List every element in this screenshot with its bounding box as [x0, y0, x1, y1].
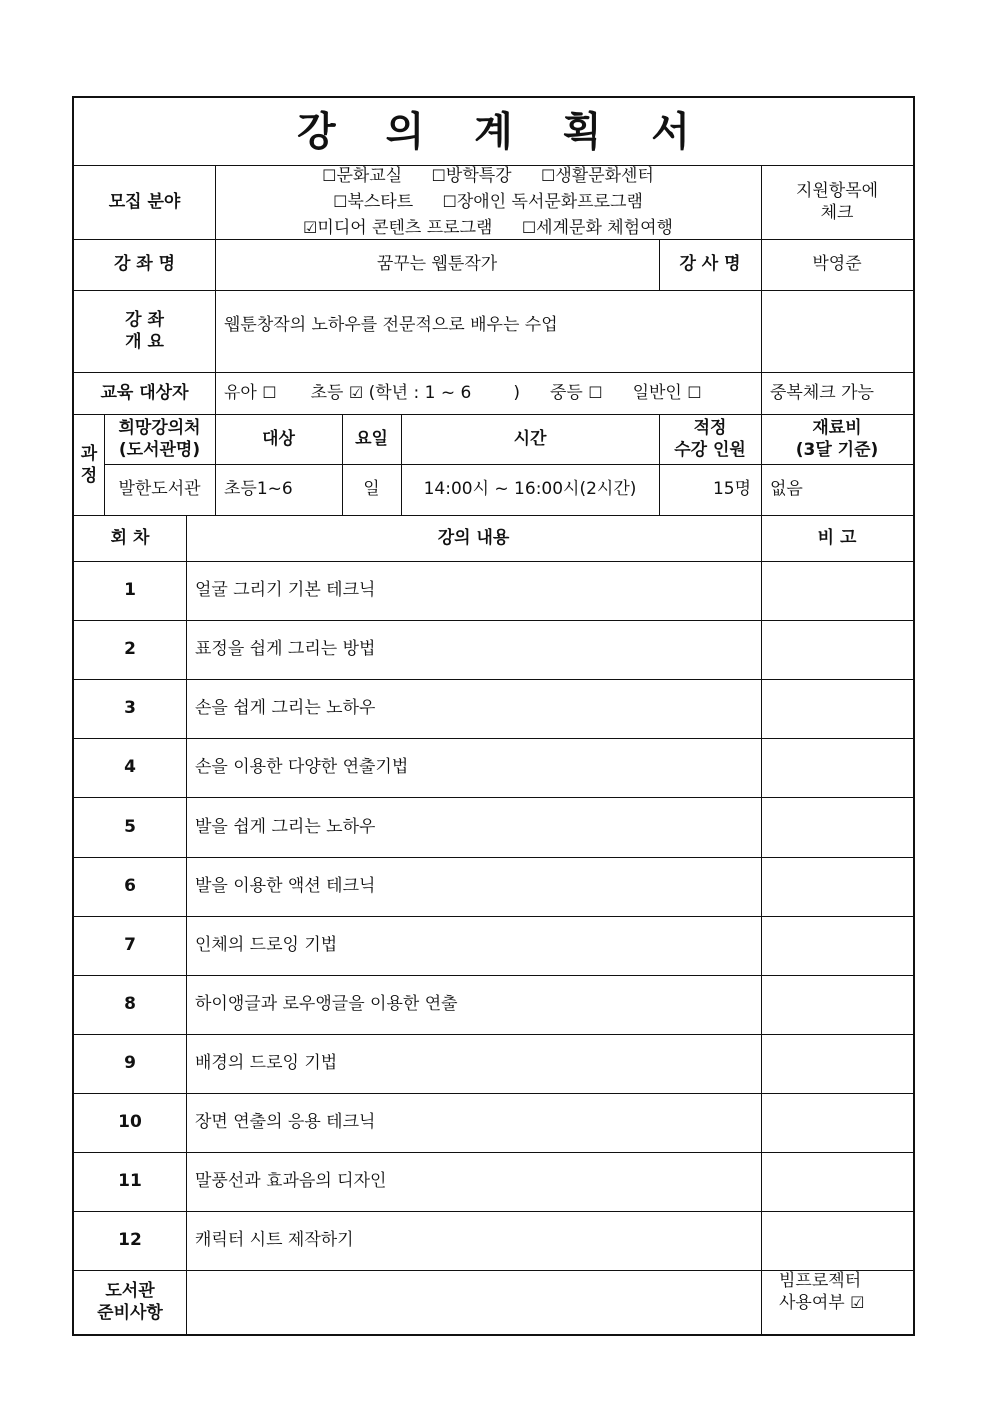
- checkbox-infant[interactable]: ☐: [262, 383, 277, 403]
- overview-value[interactable]: 웹툰창작의 노하우를 전문적으로 배우는 수업: [224, 314, 558, 335]
- grid-line: [74, 239, 913, 240]
- header-target: 대상: [262, 428, 295, 449]
- form-title: 강 의 계 획 서: [297, 108, 708, 155]
- session-content[interactable]: 캐릭터 시트 제작하기: [195, 1230, 354, 1251]
- session-note[interactable]: [761, 1211, 913, 1270]
- header-library: [104, 414, 215, 464]
- course-name-label: 강 좌 명: [113, 254, 176, 275]
- option-label: 미디어 콘텐츠 프로그램: [317, 218, 493, 238]
- session-no: 5: [124, 816, 136, 837]
- grid-line: [74, 165, 913, 166]
- option-label: 장애인 독서문화프로그램: [456, 192, 643, 212]
- grid-line: [215, 165, 216, 415]
- grid-line: [74, 515, 913, 516]
- target-label: 교육 대상자: [100, 382, 189, 403]
- prep-note-line: 빔프로젝터: [779, 1271, 862, 1291]
- session-note[interactable]: [761, 797, 913, 857]
- session-content[interactable]: 인체의 드로잉 기법: [195, 935, 338, 956]
- header-line: 재료비: [812, 418, 862, 438]
- checkbox-bookstart[interactable]: ☐: [333, 192, 348, 211]
- session-content[interactable]: 말풍선과 효과음의 디자인: [195, 1171, 387, 1192]
- grid-line: [74, 916, 913, 917]
- value-time[interactable]: 14:00시 ~ 16:00시(2시간): [423, 479, 637, 500]
- course-name-value[interactable]: 꿈꾸는 웹툰작가: [376, 254, 498, 275]
- session-note[interactable]: [761, 1152, 913, 1211]
- session-header-note: 비 고: [817, 527, 857, 548]
- session-note[interactable]: [761, 738, 913, 797]
- grid-line: [659, 414, 660, 515]
- session-note[interactable]: [761, 1093, 913, 1152]
- instructor-value[interactable]: 박영준: [812, 254, 862, 275]
- grid-line: [74, 1270, 913, 1271]
- header-material: [761, 414, 913, 464]
- header-capacity: [659, 414, 761, 464]
- option-label: 생활문화센터: [555, 166, 654, 186]
- target-general-label: 일반인: [632, 382, 682, 403]
- recruit-note-line: 지원항목에: [795, 181, 879, 201]
- option-label: 방학특강: [445, 166, 512, 186]
- option-label: 북스타트: [347, 192, 414, 212]
- checkbox-media-content[interactable]: ☑: [303, 218, 318, 237]
- target-elementary-label: 초등: [310, 382, 344, 403]
- overview-label: [74, 290, 215, 372]
- target-middle-label: 중등: [549, 382, 583, 403]
- instructor-label: 강 사 명: [679, 254, 741, 275]
- header-line: (도서관명): [118, 440, 201, 460]
- grid-line: [659, 239, 660, 290]
- value-day[interactable]: 일: [363, 479, 380, 500]
- grid-line: [74, 857, 913, 858]
- process-side-label: [74, 414, 104, 515]
- session-header-no: 회 차: [110, 527, 150, 548]
- session-content[interactable]: 하이앵글과 로우앵글을 이용한 연출: [195, 994, 458, 1015]
- session-content[interactable]: 얼굴 그리기 기본 테크닉: [195, 580, 376, 601]
- grid-line: [74, 1034, 913, 1035]
- checkbox-general[interactable]: ☐: [687, 383, 702, 403]
- session-no: 2: [124, 639, 136, 660]
- header-day: 요일: [355, 428, 388, 449]
- session-note[interactable]: [761, 1034, 913, 1093]
- session-content[interactable]: 배경의 드로잉 기법: [195, 1053, 338, 1074]
- session-no: 7: [124, 935, 136, 956]
- session-content[interactable]: 장면 연출의 응용 테크닉: [195, 1112, 376, 1133]
- prep-note-line: 사용여부: [779, 1293, 845, 1313]
- grid-line: [104, 414, 105, 515]
- session-content[interactable]: 손을 이용한 다양한 연출기법: [195, 757, 409, 778]
- grid-line: [74, 620, 913, 621]
- grid-line: [401, 414, 402, 515]
- checkbox-culture-class[interactable]: ☐: [322, 166, 337, 185]
- session-no: 6: [124, 876, 136, 897]
- value-target[interactable]: 초등1~6: [224, 479, 293, 500]
- checkbox-disabled-reading[interactable]: ☐: [442, 192, 457, 211]
- grid-line: [74, 679, 913, 680]
- grid-line: [74, 1211, 913, 1212]
- session-note[interactable]: [761, 857, 913, 916]
- session-no: 10: [118, 1112, 142, 1133]
- session-content[interactable]: 손을 쉽게 그리는 노하우: [195, 698, 376, 719]
- session-content[interactable]: 표정을 쉽게 그리는 방법: [195, 639, 376, 660]
- session-no: 9: [124, 1053, 136, 1074]
- prep-label-line: 준비사항: [97, 1303, 163, 1323]
- checkbox-elementary[interactable]: ☑: [348, 383, 364, 403]
- header-time: 시간: [513, 428, 547, 449]
- checkbox-culture-center[interactable]: ☐: [541, 166, 556, 185]
- target-grade-close: ): [513, 382, 520, 403]
- grid-line: [342, 414, 343, 515]
- lecture-plan-form: [72, 96, 915, 1336]
- header-line: (3달 기준): [795, 440, 879, 460]
- session-content[interactable]: 발을 이용한 액션 테크닉: [195, 876, 376, 897]
- session-note[interactable]: [761, 561, 913, 620]
- checkbox-middle[interactable]: ☐: [588, 383, 603, 403]
- prep-label-line: 도서관: [105, 1281, 155, 1301]
- checkbox-vacation-course[interactable]: ☐: [431, 166, 446, 185]
- target-grade-range[interactable]: (학년 : 1 ~ 6: [368, 382, 472, 403]
- grid-line: [74, 975, 913, 976]
- grid-line: [74, 738, 913, 739]
- target-note: 중복체크 가능: [770, 382, 874, 403]
- grid-line: [215, 414, 216, 515]
- session-no: 12: [118, 1230, 142, 1251]
- value-capacity[interactable]: 15명: [712, 479, 751, 500]
- checkbox-projector[interactable]: ☑: [850, 1293, 865, 1312]
- target-options: [215, 372, 761, 414]
- grid-line: [761, 515, 762, 1336]
- checkbox-world-culture-trip[interactable]: ☐: [521, 218, 537, 237]
- session-note[interactable]: [761, 975, 913, 1034]
- prep-value[interactable]: [186, 1270, 761, 1334]
- recruit-note: [761, 165, 913, 239]
- prep-label: [74, 1270, 186, 1334]
- session-no: 4: [124, 757, 136, 778]
- header-line: 적정: [693, 418, 727, 438]
- session-no: 8: [124, 994, 136, 1015]
- overview-label-line: 개 요: [125, 332, 164, 352]
- grid-line: [74, 797, 913, 798]
- value-material[interactable]: 없음: [770, 479, 803, 500]
- grid-line: [74, 1093, 913, 1094]
- recruit-label: 모집 분야: [108, 191, 181, 212]
- header-line: 희망강의처: [118, 418, 201, 438]
- header-line: 수강 인원: [674, 440, 746, 460]
- process-side-char: 정: [80, 465, 98, 486]
- value-library[interactable]: 발한도서관: [118, 479, 201, 500]
- session-no: 1: [124, 580, 136, 601]
- grid-line: [186, 515, 187, 1336]
- session-note[interactable]: [761, 679, 913, 738]
- grid-line: [104, 464, 913, 465]
- session-header-content: 강의 내용: [437, 527, 510, 548]
- process-side-char: 과: [80, 443, 98, 464]
- session-note[interactable]: [761, 916, 913, 975]
- grid-line: [74, 414, 913, 415]
- session-no: 11: [118, 1171, 142, 1192]
- target-infant-label: 유아: [224, 382, 257, 403]
- recruit-options: [215, 165, 761, 239]
- grid-line: [74, 290, 913, 291]
- grid-line: [74, 561, 913, 562]
- grid-line: [74, 1152, 913, 1153]
- recruit-note-line: 체크: [820, 203, 854, 223]
- session-content[interactable]: 발을 쉽게 그리는 노하우: [195, 816, 376, 837]
- option-label: 문화교실: [336, 166, 403, 186]
- session-no: 3: [124, 698, 136, 719]
- session-note[interactable]: [761, 620, 913, 679]
- grid-line: [74, 372, 913, 373]
- option-label: 세계문화 체험여행: [536, 218, 673, 238]
- grid-line: [761, 165, 762, 515]
- overview-label-line: 강 좌: [125, 310, 164, 330]
- prep-note: [761, 1270, 913, 1334]
